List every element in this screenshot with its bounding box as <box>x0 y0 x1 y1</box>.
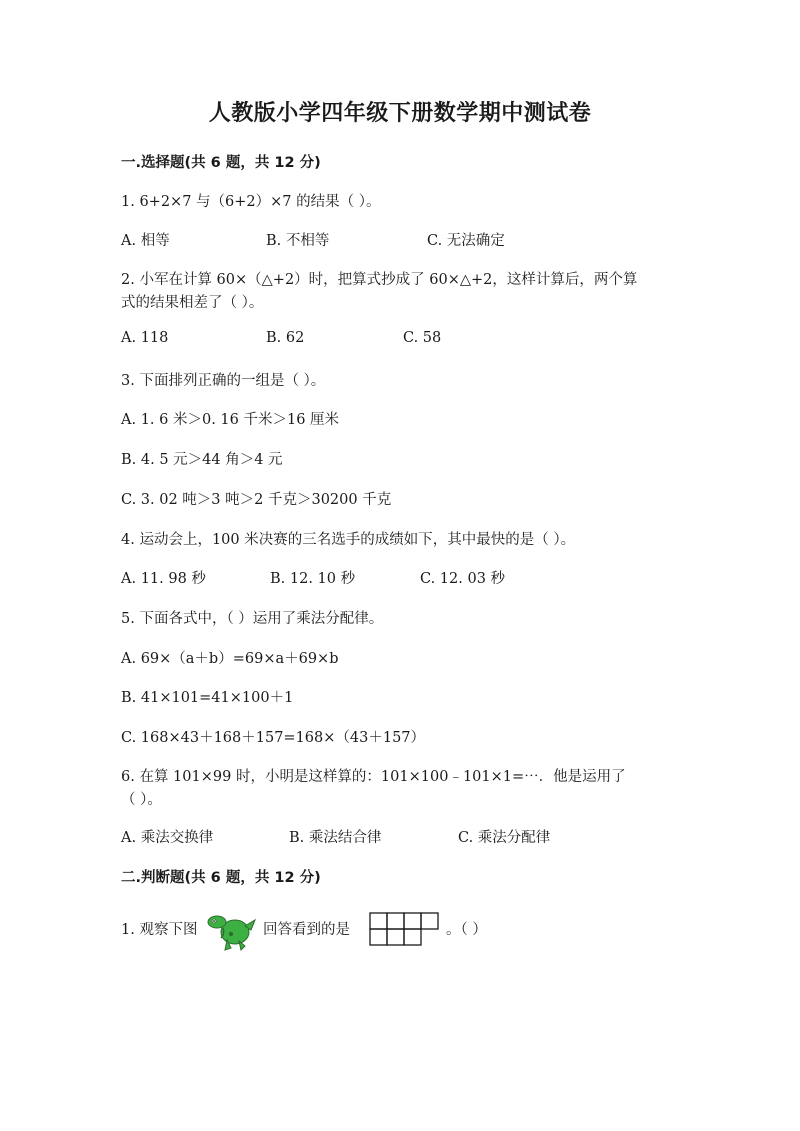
q4-option-b[interactable]: B. 12. 10 秒 <box>270 571 356 587</box>
q4-option-a[interactable]: A. 11. 98 秒 <box>121 571 206 587</box>
q3-option-b[interactable]: B. 4. 5 元＞44 角＞4 元 <box>121 452 283 468</box>
q3-option-a[interactable]: A. 1. 6 米＞0. 16 千米＞16 厘米 <box>121 412 340 428</box>
q1-option-c[interactable]: C. 无法确定 <box>427 233 505 249</box>
block-view-figure-icon <box>369 912 439 946</box>
section-heading-choice: 一.选择题(共 6 题，共 12 分) <box>121 155 321 171</box>
question-2-line-1: 2. 小军在计算 60×（△+2）时，把算式抄成了 60×△+2，这样计算后，两个算 <box>121 272 638 288</box>
page-title: 人教版小学四年级下册数学期中测试卷 <box>208 101 592 126</box>
judge-q1-prefix: 1. 观察下图 <box>121 922 198 938</box>
question-2-line-2: 式的结果相差了（ ）。 <box>121 295 264 311</box>
q2-option-c[interactable]: C. 58 <box>403 330 442 346</box>
question-5: 5. 下面各式中，（ ）运用了乘法分配律。 <box>121 611 384 627</box>
q5-option-b[interactable]: B. 41×101=41×100＋1 <box>121 690 294 706</box>
q6-option-c[interactable]: C. 乘法分配律 <box>458 830 551 846</box>
q5-option-a[interactable]: A. 69×（a＋b）=69×a＋69×b <box>121 651 339 667</box>
q1-option-a[interactable]: A. 相等 <box>121 233 170 249</box>
q6-option-b[interactable]: B. 乘法结合律 <box>289 830 382 846</box>
q5-option-c[interactable]: C. 168×43＋168＋157=168×（43＋157） <box>121 730 426 746</box>
dinosaur-figure-icon <box>205 908 257 952</box>
question-6-line-1: 6. 在算 101×99 时，小明是这样算的：101×100﹣101×1=⋯．他是运用了 <box>121 769 626 785</box>
q3-option-c[interactable]: C. 3. 02 吨＞3 吨＞2 千克＞30200 千克 <box>121 492 392 508</box>
section-heading-judge: 二.判断题(共 6 题，共 12 分) <box>121 870 321 886</box>
q1-option-b[interactable]: B. 不相等 <box>266 233 330 249</box>
judge-q1-suffix: 。（ ） <box>446 922 487 938</box>
q2-option-b[interactable]: B. 62 <box>266 330 305 346</box>
question-1: 1. 6+2×7 与（6+2）×7 的结果（ ）。 <box>121 194 381 210</box>
question-3: 3. 下面排列正确的一组是（ ）。 <box>121 373 326 389</box>
q6-option-a[interactable]: A. 乘法交换律 <box>121 830 214 846</box>
q2-option-a[interactable]: A. 118 <box>121 330 169 346</box>
judge-q1-middle: 回答看到的是 <box>263 922 350 938</box>
question-6-line-2: （ ）。 <box>121 792 162 808</box>
question-4: 4. 运动会上，100 米决赛的三名选手的成绩如下，其中最快的是（ ）。 <box>121 532 576 548</box>
q4-option-c[interactable]: C. 12. 03 秒 <box>420 571 506 587</box>
